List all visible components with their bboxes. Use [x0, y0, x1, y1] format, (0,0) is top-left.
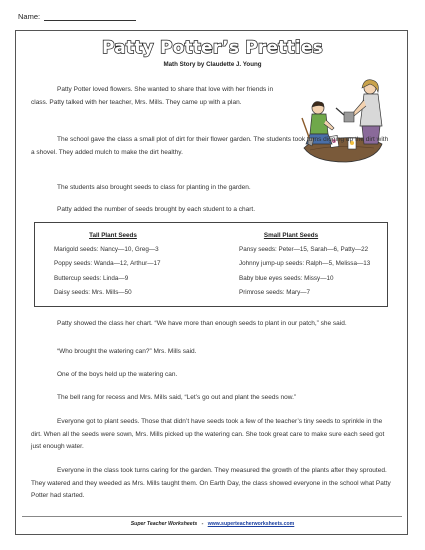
seed-chart	[34, 222, 388, 307]
seed-row: Daisy seeds: Mrs. Mills—50	[54, 288, 132, 296]
story-paragraph: Everyone in the class took turns caring for the garden. They measured the growth of the plants after they sprouted. They watered and they weeded as Mrs. Mills taught them. On Earth Day, the class showed everyone in the school what Patty Potter had started.	[31, 467, 391, 500]
seed-row: Marigold seeds: Nancy—10, Greg—3	[54, 246, 159, 254]
story-paragraph: Everyone got to plant seeds. Those that didn’t have seeds took a few of the teacher’s tiny seeds to sprinkle in the dirt. When all the seeds were sown, Mrs. Mills picked up the watering can. She took great care to make sure each seed got just enough water.	[31, 418, 385, 451]
story-paragraph: The bell rang for recess and Mrs. Mills said, “Let’s go out and plant the seeds now.”	[57, 394, 297, 401]
small-seeds-heading: Small Plant Seeds	[263, 232, 319, 239]
name-label: Name:	[18, 12, 41, 21]
seed-row: Johnny jump-up seeds: Ralph—5, Melissa—13	[239, 260, 371, 268]
story-paragraph: The school gave the class a small plot of dirt for their flower garden. The students took turns digging up the dirt with a shovel. They added mulch to make the dirt healthy.	[31, 136, 389, 156]
seed-row: Baby blue eyes seeds: Missy—10	[239, 274, 334, 282]
worksheet-title: Patty Potter’s Pretties	[102, 38, 323, 58]
footer-divider	[22, 516, 402, 517]
worksheet-subtitle: Math Story by Claudette J. Young	[163, 61, 262, 68]
footer-separator: -	[201, 521, 204, 527]
footer-brand: Super Teacher Worksheets	[130, 521, 198, 527]
story-paragraph: The students also brought seeds to class for planting in the garden.	[57, 184, 251, 191]
tall-seeds-heading: Tall Plant Seeds	[89, 232, 137, 239]
seed-row: Buttercup seeds: Linda—9	[54, 274, 129, 282]
name-field	[18, 12, 136, 21]
seed-row: Poppy seeds: Wanda—12, Arthur—17	[54, 260, 161, 268]
small-seeds-column	[239, 229, 370, 300]
footer	[0, 521, 425, 527]
story-paragraph: One of the boys held up the watering can.	[57, 371, 178, 378]
tall-seeds-column	[54, 229, 172, 300]
story-paragraph: “Who brought the watering can?” Mrs. Mills said.	[57, 348, 197, 355]
seed-row: Primrose seeds: Mary—7	[239, 288, 311, 296]
seed-row: Pansy seeds: Peter—15, Sarah—6, Patty—22	[239, 246, 369, 254]
story-paragraph: Patty showed the class her chart. “We have more than enough seeds to plant in our patch,” she said.	[57, 320, 347, 327]
story-paragraph: Patty added the number of seeds brought by each student to a chart.	[57, 206, 256, 213]
name-blank-line[interactable]	[44, 12, 136, 21]
footer-url-link[interactable]: www.superteacherworksheets.com	[207, 521, 295, 527]
story-paragraph: Patty Potter loved flowers. She wanted to share that love with her friends in class. Patty talked with her teacher, Mrs. Mills. They came up with a plan.	[31, 86, 274, 106]
